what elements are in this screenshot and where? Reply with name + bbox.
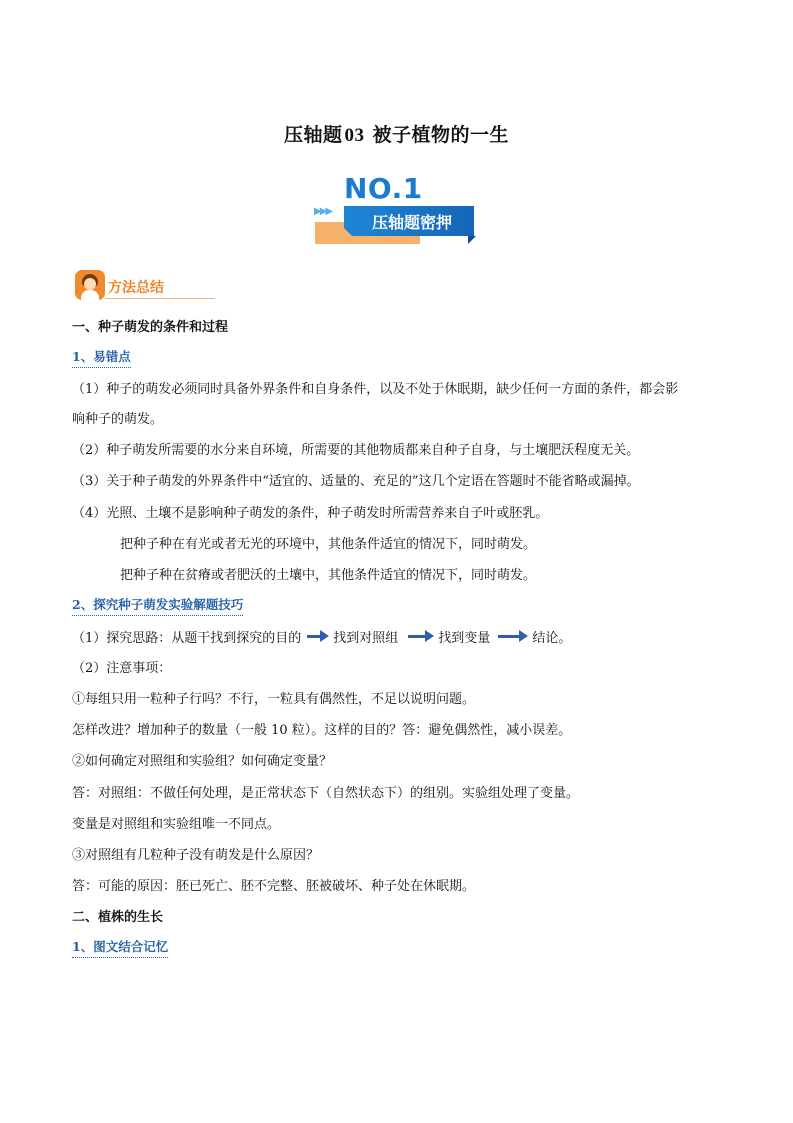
title-name: 被子植物的一生: [372, 124, 510, 146]
flow-step: 找到对照组: [333, 630, 399, 646]
paragraph: ②如何确定对照组和实验组？如何确定变量？: [72, 754, 333, 769]
arrow-right-icon: [498, 629, 528, 643]
section2-heading: 二、植株的生长: [72, 910, 164, 925]
badge-number: NO.1: [344, 172, 423, 205]
paragraph: ③对照组有几粒种子没有萌发是什么原因？: [72, 848, 320, 863]
indented-paragraph: 把种子种在有光或者无光的环境中，其他条件适宜的情况下，同时萌发。: [120, 537, 537, 552]
paragraph: 答：对照组：不做任何处理，是正常状态下（自然状态下）的组别。实验组处理了变量。: [72, 786, 580, 801]
section1-sub1-heading: 1、易错点: [72, 347, 131, 368]
page-title: [0, 120, 793, 147]
paragraph: （1）种子的萌发必须同时具备外界条件和自身条件，以及不处于休眠期，缺少任何一方面的条件，都会影: [72, 382, 679, 397]
paragraph: （3）关于种子萌发的外界条件中“适宜的、适量的、充足的”这几个定语在答题时不能省略或漏掉。: [72, 474, 640, 489]
section1-heading: 一、种子萌发的条件和过程: [72, 320, 229, 335]
flow-step: 结论。: [532, 630, 572, 646]
arrow-right-icon: [307, 629, 329, 643]
badge-ribbon-fold: [468, 236, 476, 244]
method-summary-underline: [105, 298, 215, 299]
paragraph: （2）种子萌发所需要的水分来自环境，所需要的其他物质都来自种子自身，与土壤肥沃程度无关。: [72, 443, 640, 458]
arrow-right-icon: [408, 629, 434, 643]
method-summary-label: 方法总结: [108, 280, 164, 296]
badge-label: 压轴题密押: [371, 213, 452, 232]
paragraph: 怎样改进？增加种子的数量（一般 10 粒）。这样的目的？答：避免偶然性，减小误差。: [72, 723, 572, 738]
no1-badge: [310, 170, 480, 250]
paragraph: （2）注意事项：: [72, 661, 172, 676]
flow-step: 找到变量: [438, 630, 491, 646]
badge-arrows-icon: ▶▶▶: [314, 206, 332, 217]
paragraph: ①每组只用一粒种子行吗？不行，一粒具有偶然性，不足以说明问题。: [72, 692, 476, 707]
flow-intro: （1）探究思路：从题干找到探究的目的: [72, 630, 302, 646]
paragraph: 响种子的萌发。: [72, 412, 164, 427]
indented-paragraph: 把种子种在贫瘠或者肥沃的土壤中，其他条件适宜的情况下，同时萌发。: [120, 568, 537, 583]
inquiry-flow: [72, 626, 571, 646]
paragraph: （4）光照、土壤不是影响种子萌发的条件，种子萌发时所需营养来自子叶或胚乳。: [72, 506, 549, 521]
paragraph: 答：可能的原因：胚已死亡、胚不完整、胚被破坏、种子处在休眠期。: [72, 879, 476, 894]
title-prefix: 压轴题: [283, 124, 343, 146]
section2-sub1-heading: 1、图文结合记忆: [72, 937, 168, 958]
paragraph: 变量是对照组和实验组唯一不同点。: [72, 817, 281, 832]
teacher-avatar-icon: [75, 270, 105, 300]
title-number: 03: [344, 125, 365, 146]
section1-sub2-heading: 2、探究种子萌发实验解题技巧: [72, 595, 243, 616]
